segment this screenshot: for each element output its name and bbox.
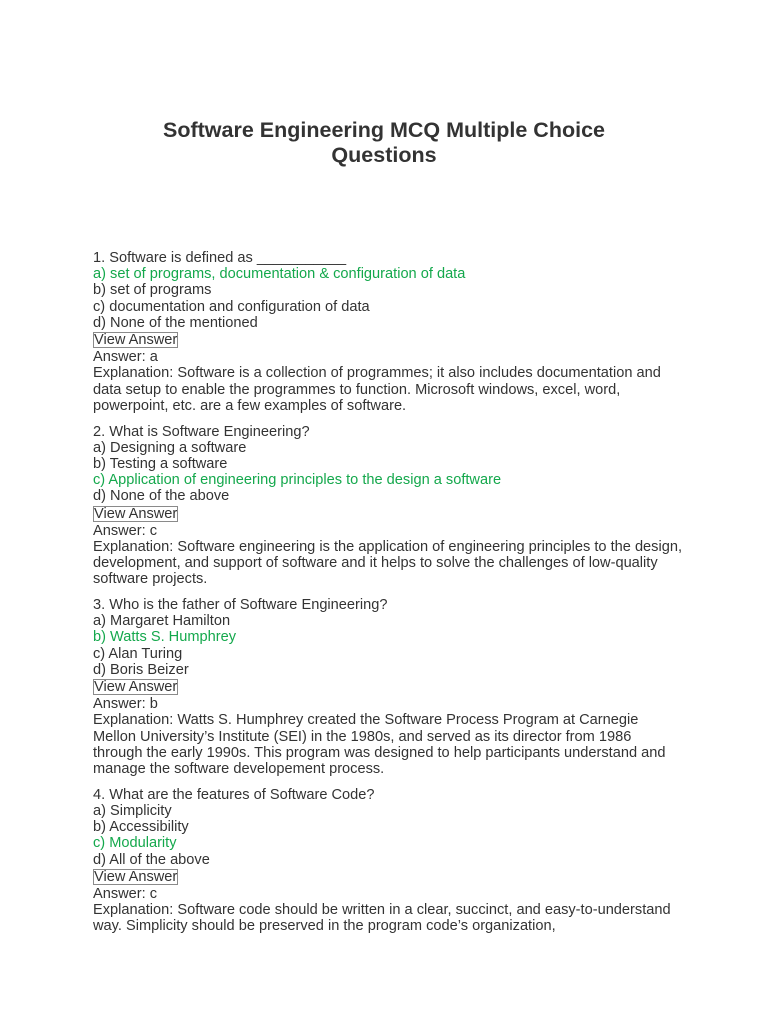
- question-block-3: [93, 597, 683, 777]
- question-text: 3. Who is the father of Software Engineering?: [93, 597, 388, 614]
- title-line-2: Questions: [331, 143, 437, 167]
- option-c: c) Alan Turing: [93, 645, 183, 662]
- explanation-text: Explanation: Software is a collection of programmes; it also includes documentation and data setup to enable the programmes to function. Microsoft windows, excel, word, powerpoint, etc. are a few examples of software.: [93, 365, 661, 414]
- option-c: c) documentation and configuration of data: [93, 298, 370, 315]
- explanation-text: Explanation: Software engineering is the application of engineering principles to the design, development, and support of software and it helps to solve the challenges of low-quality software projects.: [93, 538, 683, 588]
- option-a: a) Simplicity: [93, 803, 172, 819]
- view-answer-button[interactable]: View Answer: [94, 679, 178, 696]
- option-a: a) Designing a software: [93, 439, 247, 456]
- title-line-1: Software Engineering MCQ Multiple Choice: [163, 118, 605, 142]
- option-b: b) Accessibility: [93, 819, 189, 836]
- question-text: 4. What are the features of Software Code?: [93, 786, 375, 803]
- option-b: b) Testing a software: [93, 455, 228, 472]
- option-b-correct: b) Watts S. Humphrey: [93, 629, 237, 646]
- option-c-correct: c) Modularity: [93, 835, 177, 852]
- view-answer-button[interactable]: View Answer: [94, 332, 178, 349]
- explanation-text: Explanation: Software code should be written in a clear, succinct, and easy-to-understand way. Simplicity should be preserved in the program code’s organization,: [93, 902, 671, 935]
- question-block-4: [93, 787, 683, 935]
- option-c-correct: c) Application of engineering principles to the design a software: [93, 472, 502, 489]
- option-d: d) Boris Beizer: [93, 661, 189, 678]
- option-d: d) None of the mentioned: [93, 314, 258, 331]
- answer-text: Answer: c: [93, 522, 158, 539]
- question-text: 2. What is Software Engineering?: [93, 423, 310, 440]
- answer-text: Answer: c: [93, 886, 158, 903]
- question-list: [93, 250, 683, 944]
- explanation-text: Explanation: Watts S. Humphrey created the Software Process Program at Carnegie Mellon University’s Institute (SEI) in the 1980s, and served as its director from 1986 through the early 1990s. This program was designed to help participants understand and manage the software developement process.: [93, 712, 666, 778]
- question-block-1: [93, 250, 683, 414]
- question-block-2: [93, 424, 683, 588]
- page-title: [100, 118, 668, 168]
- option-a-correct: a) set of programs, documentation & configuration of data: [93, 266, 466, 283]
- answer-text: Answer: a: [93, 349, 158, 366]
- option-d: d) None of the above: [93, 488, 230, 505]
- view-answer-button[interactable]: View Answer: [94, 868, 178, 885]
- view-answer-button[interactable]: View Answer: [94, 505, 178, 522]
- option-b: b) set of programs: [93, 282, 212, 299]
- option-d: d) All of the above: [93, 851, 210, 868]
- question-text: 1. Software is defined as ___________: [93, 250, 347, 266]
- option-a: a) Margaret Hamilton: [93, 613, 231, 630]
- answer-text: Answer: b: [93, 696, 158, 713]
